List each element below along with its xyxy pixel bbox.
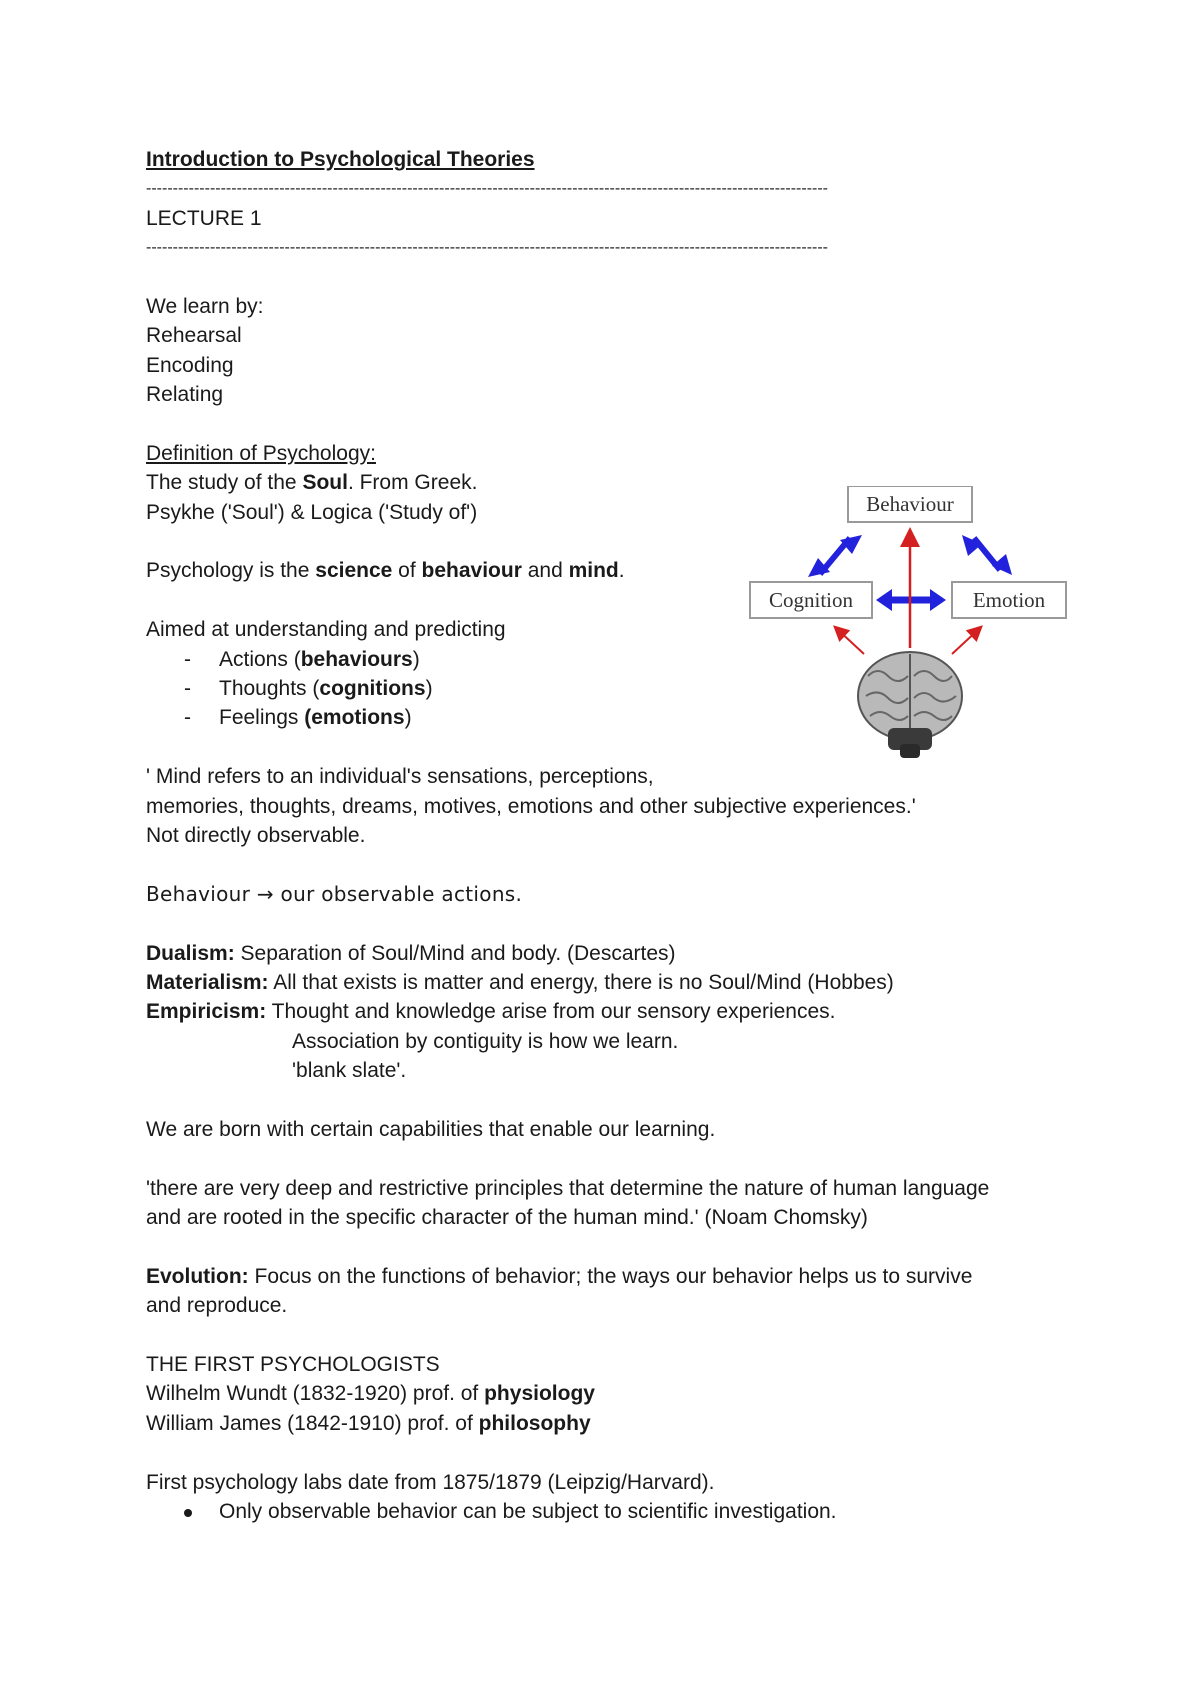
chomsky-quote-line: 'there are very deep and restrictive principles that determine the nature of human language [146,1176,990,1200]
document-body [146,145,1066,1526]
list-item: - Thoughts (cognitions) [184,677,433,701]
definition-heading: Definition of Psychology: [146,441,376,465]
wundt-line: Wilhelm Wundt (1832-1920) prof. of physiology [146,1382,595,1406]
first-psychologists-heading: THE FIRST PSYCHOLOGISTS [146,1353,440,1377]
behaviour-label: Behaviour [866,492,954,516]
separator-line: -------------------------------------------------------------------------------------------------------------------------------- [146,180,828,198]
mind-quote-line: memories, thoughts, dreams, motives, emotions and other subjective experiences.' [146,794,916,818]
blue-double-arrow-left [808,535,862,577]
learn-item: Relating [146,383,224,407]
learn-item: Encoding [146,353,234,377]
dualism-line: Dualism: Separation of Soul/Mind and body. (Descartes) [146,941,676,965]
james-line: William James (1842-1910) prof. of philosophy [146,1411,591,1435]
list-item: - Actions (behaviours) [184,647,420,671]
list-item: - Feelings (emotions) [184,706,412,730]
mind-quote-line: Not directly observable. [146,823,366,847]
emotion-label: Emotion [972,588,1046,612]
cognition-label: Cognition [768,588,854,612]
behaviour-definition: Behaviour → our observable actions. [146,881,523,906]
empiricism-line: Empiricism: Thought and knowledge arise from our sensory experiences. [146,1000,836,1024]
definition-line: The study of the Soul. From Greek. [146,471,478,495]
separator-line: -------------------------------------------------------------------------------------------------------------------------------- [146,239,828,257]
blue-double-arrow-right [962,535,1012,575]
brain-icon [858,652,962,758]
labs-line: First psychology labs date from 1875/1879 (Leipzig/Harvard). [146,1470,715,1494]
aimed-intro: Aimed at understanding and predicting [146,618,506,642]
red-arrow-right [952,628,980,654]
learn-item: Rehearsal [146,324,242,348]
empiricism-detail: 'blank slate'. [292,1059,407,1083]
page-title: Introduction to Psychological Theories [146,148,535,171]
born-line: We are born with certain capabilities that enable our learning. [146,1117,716,1141]
psychology-diagram [748,486,1072,766]
evolution-line: and reproduce. [146,1294,288,1318]
diagram-svg [748,486,1072,766]
chomsky-quote-line: and are rooted in the specific character of the human mind.' (Noam Chomsky) [146,1206,868,1230]
bullet-icon [184,1509,192,1517]
red-arrow-left [836,628,864,654]
evolution-line: Evolution: Focus on the functions of behavior; the ways our behavior helps us to survive [146,1264,973,1288]
definition-line: Psykhe ('Soul') & Logica ('Study of') [146,500,478,524]
lecture-heading: LECTURE 1 [146,206,262,230]
learn-intro: We learn by: [146,294,264,318]
empiricism-detail: Association by contiguity is how we learn. [292,1029,679,1053]
materialism-line: Materialism: All that exists is matter and energy, there is no Soul/Mind (Hobbes) [146,970,894,994]
science-line: Psychology is the science of behaviour and mind. [146,559,625,583]
mind-quote-line: ' Mind refers to an individual's sensations, perceptions, [146,765,654,789]
list-item: Only observable behavior can be subject to scientific investigation. [146,1497,1066,1526]
